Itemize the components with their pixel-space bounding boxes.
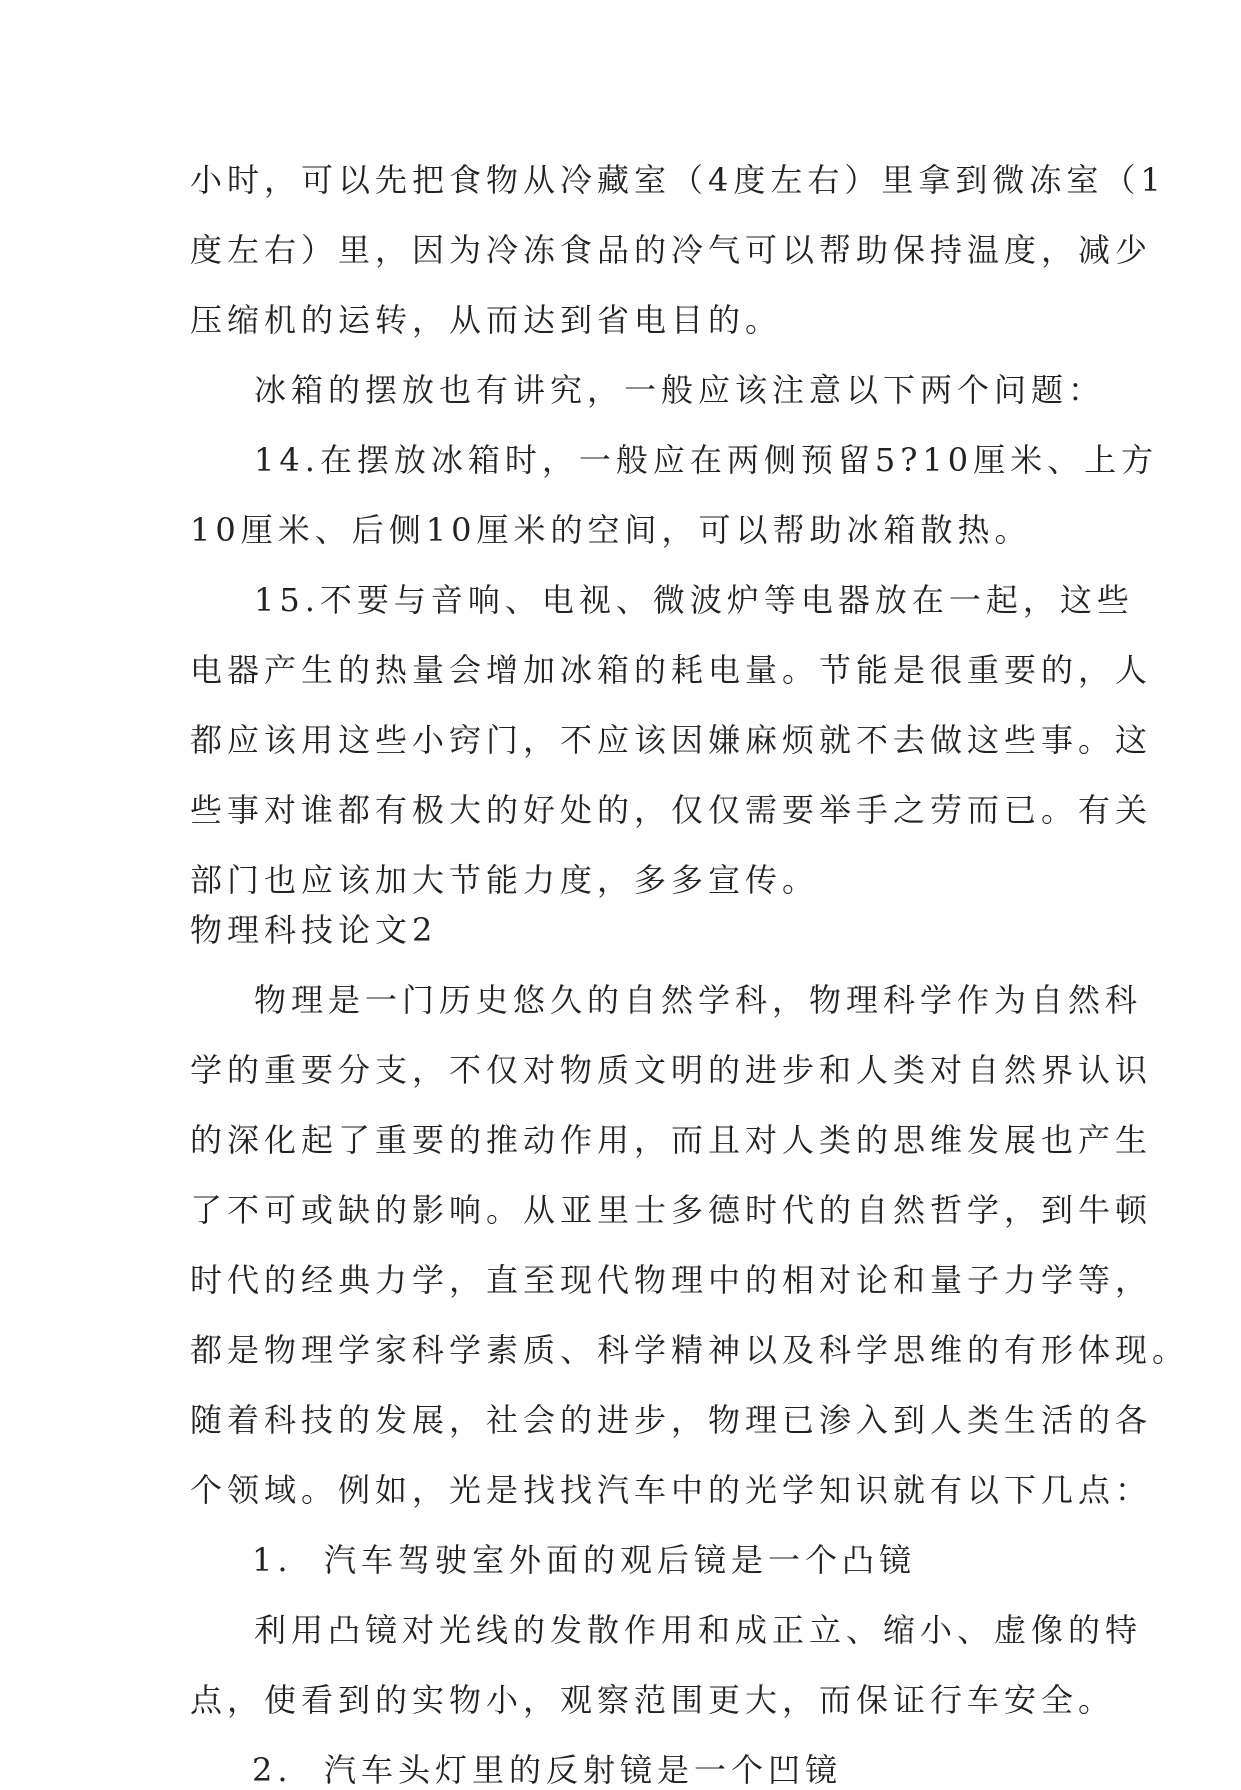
text-line: 学的重要分支，不仅对物质文明的进步和人类对自然界认识: [190, 1051, 1153, 1089]
text-line: 15.不要与音响、电视、微波炉等电器放在一起，这些: [254, 581, 1134, 619]
text-line: 冰箱的摆放也有讲究，一般应该注意以下两个问题：: [254, 371, 1106, 409]
text-line: 都是物理学家科学素质、科学精神以及科学思维的有形体现。: [190, 1331, 1190, 1369]
text-line: 利用凸镜对光线的发散作用和成正立、缩小、虚像的特: [254, 1611, 1143, 1649]
text-line: 了不可或缺的影响。从亚里士多德时代的自然哲学，到牛顿: [190, 1191, 1153, 1229]
text-line: 的深化起了重要的推动作用，而且对人类的思维发展也产生: [190, 1121, 1153, 1159]
text-line: 些事对谁都有极大的好处的，仅仅需要举手之劳而已。有关: [190, 791, 1153, 829]
text-line: 都应该用这些小窍门，不应该因嫌麻烦就不去做这些事。这: [190, 721, 1153, 759]
text-line: 度左右）里，因为冷冻食品的冷气可以帮助保持温度，减少: [190, 231, 1153, 269]
list-item-text: 汽车头灯里的反射镜是一个凹镜: [324, 1751, 843, 1789]
text-line: 电器产生的热量会增加冰箱的耗电量。节能是很重要的，人: [190, 651, 1153, 689]
text-line: 14.在摆放冰箱时，一般应在两侧预留5?10厘米、上方: [254, 441, 1159, 479]
text-line: 点，使看到的实物小，观察范围更大，而保证行车安全。: [190, 1681, 1116, 1719]
section-heading: 物理科技论文2: [190, 911, 438, 949]
text-line: 个领域。例如，光是找找汽车中的光学知识就有以下几点：: [190, 1471, 1153, 1509]
text-line: 压缩机的运转，从而达到省电目的。: [190, 301, 783, 339]
list-item-number: 2.: [252, 1751, 293, 1789]
text-line: 随着科技的发展，社会的进步，物理已渗入到人类生活的各: [190, 1401, 1153, 1439]
text-line: 部门也应该加大节能力度，多多宣传。: [190, 861, 820, 899]
text-line: 小时，可以先把食物从冷藏室（4度左右）里拿到微冻室（1: [190, 161, 1166, 199]
list-item: [190, 1540, 1060, 1580]
text-line: 物理是一门历史悠久的自然学科，物理科学作为自然科: [254, 981, 1143, 1019]
list-item-text: 汽车驾驶室外面的观后镜是一个凸镜: [324, 1541, 917, 1579]
text-line: 时代的经典力学，直至现代物理中的相对论和量子力学等，: [190, 1261, 1153, 1299]
list-item-number: 1.: [252, 1541, 293, 1579]
document-page: [190, 160, 1190, 1790]
text-line: 10厘米、后侧10厘米的空间，可以帮助冰箱散热。: [190, 511, 1032, 549]
list-item: [190, 1750, 1060, 1790]
